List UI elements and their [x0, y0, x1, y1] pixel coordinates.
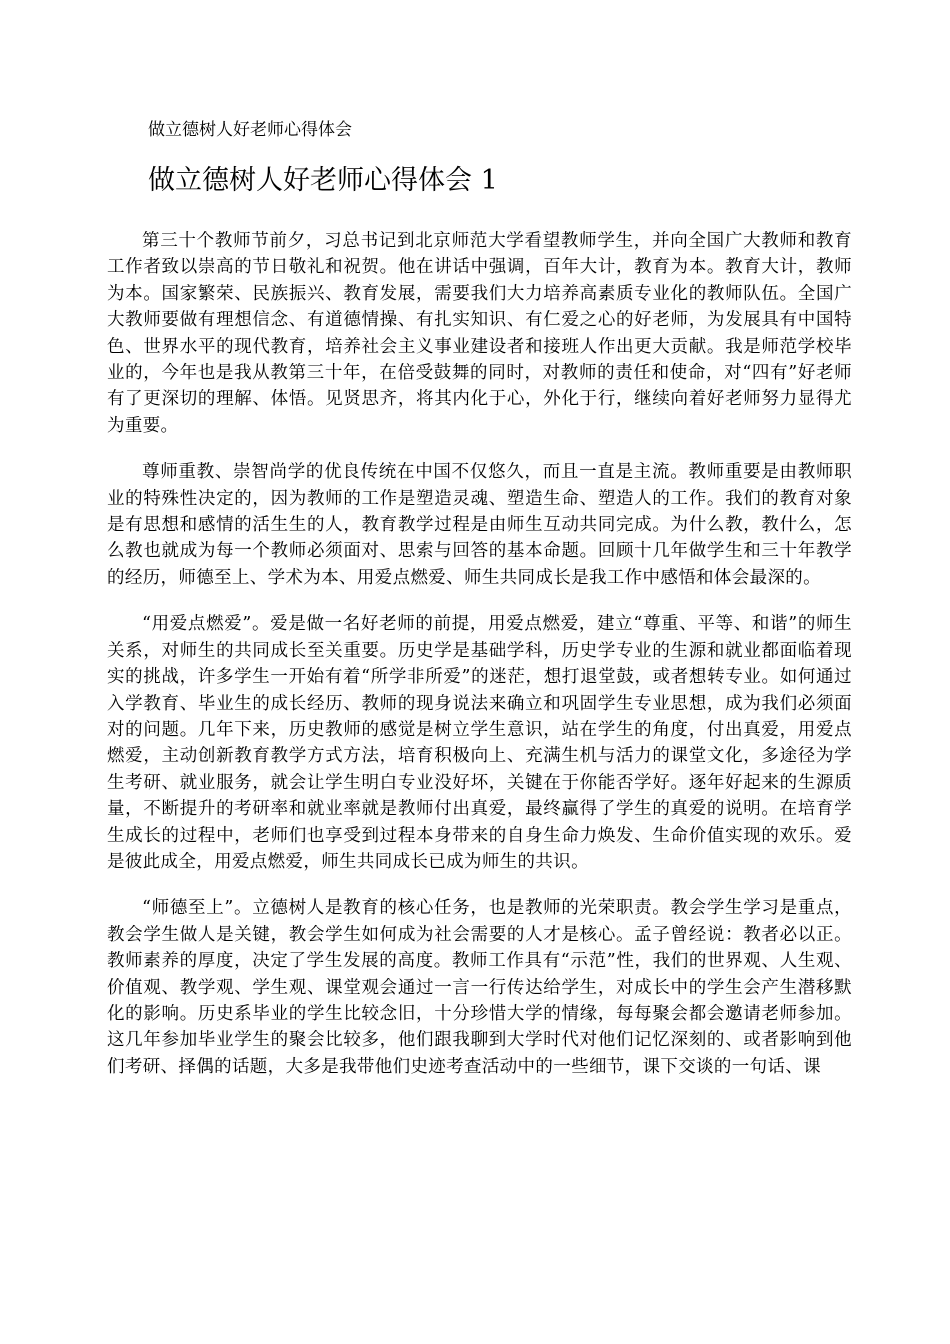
document-body	[107, 228, 852, 1100]
document-header: 做立德树人好老师心得体会	[148, 120, 352, 140]
paragraph: 第三十个教师节前夕，习总书记到北京师范大学看望教师学生，并向全国广大教师和教育工作者致以崇高的节日敬礼和祝贺。他在讲话中强调，百年大计，教育为本。教育大计，教师为本。国家繁荣、民族振兴、教育发展，需要我们大力培养高素质专业化的教师队伍。全国广大教师要做有理想信念、有道德情操、有扎实知识、有仁爱之心的好老师，为发展具有中国特色、世界水平的现代教育，培养社会主义事业建设者和接班人作出更大贡献。我是师范学校毕业的，今年也是我从教第三十年，在倍受鼓舞的同时，对教师的责任和使命，对“四有”好老师有了更深切的理解、体悟。见贤思齐，将其内化于心，外化于行，继续向着好老师努力显得尤为重要。	[107, 231, 852, 436]
paragraph: “师德至上”。立德树人是教育的核心任务，也是教师的光荣职责。教会学生学习是重点，教会学生做人是关键，教会学生如何成为社会需要的人才是核心。孟子曾经说：教者必以正。教师素养的厚度，决定了学生发展的高度。教师工作具有“示范”性，我们的世界观、人生观、价值观、教学观、学生观、课堂观会通过一言一行传达给学生，对成长中的学生会产生潜移默化的影响。历史系毕业的学生比较念旧，十分珍惜大学的情缘，每每聚会都会邀请老师参加。这几年参加毕业学生的聚会比较多，他们跟我聊到大学时代对他们记忆深刻的、或者影响到他们考研、择偶的话题，大多是我带他们史迹考查活动中的一些细节，课下交谈的一句话、课	[107, 898, 852, 1077]
paragraph: “用爱点燃爱”。爱是做一名好老师的前提，用爱点燃爱，建立“尊重、平等、和谐”的师生关系，对师生的共同成长至关重要。历史学是基础学科，历史学专业的生源和就业都面临着现实的挑战，许多学生一开始有着“所学非所爱”的迷茫，想打退堂鼓，或者想转专业。如何通过入学教育、毕业生的成长经历、教师的现身说法来确立和巩固学生专业思想，成为我们必须面对的问题。几年下来，历史教师的感觉是树立学生意识，站在学生的角度，付出真爱，用爱点燃爱，主动创新教育教学方式方法，培育积极向上、充满生机与活力的课堂文化，多途径为学生考研、就业服务，就会让学生明白专业没好坏，关键在于你能否学好。逐年好起来的生源质量，不断提升的考研率和就业率就是教师付出真爱，最终赢得了学生的真爱的说明。在培育学生成长的过程中，老师们也享受到过程本身带来的自身生命力焕发、生命价值实现的欢乐。爱是彼此成全，用爱点燃爱，师生共同成长已成为师生的共识。	[107, 614, 852, 872]
paragraph: 尊师重教、崇智尚学的优良传统在中国不仅悠久，而且一直是主流。教师重要是由教师职业的特殊性决定的，因为教师的工作是塑造灵魂、塑造生命、塑造人的工作。我们的教育对象是有思想和感情的活生生的人，教育教学过程是由师生互动共同完成。为什么教，教什么，怎么教也就成为每一个教师必须面对、思索与回答的基本命题。回顾十几年做学生和三十年教学的经历，师德至上、学术为本、用爱点燃爱、师生共同成长是我工作中感悟和体会最深的。	[107, 462, 852, 588]
document-title: 做立德树人好老师心得体会 1	[148, 165, 498, 196]
